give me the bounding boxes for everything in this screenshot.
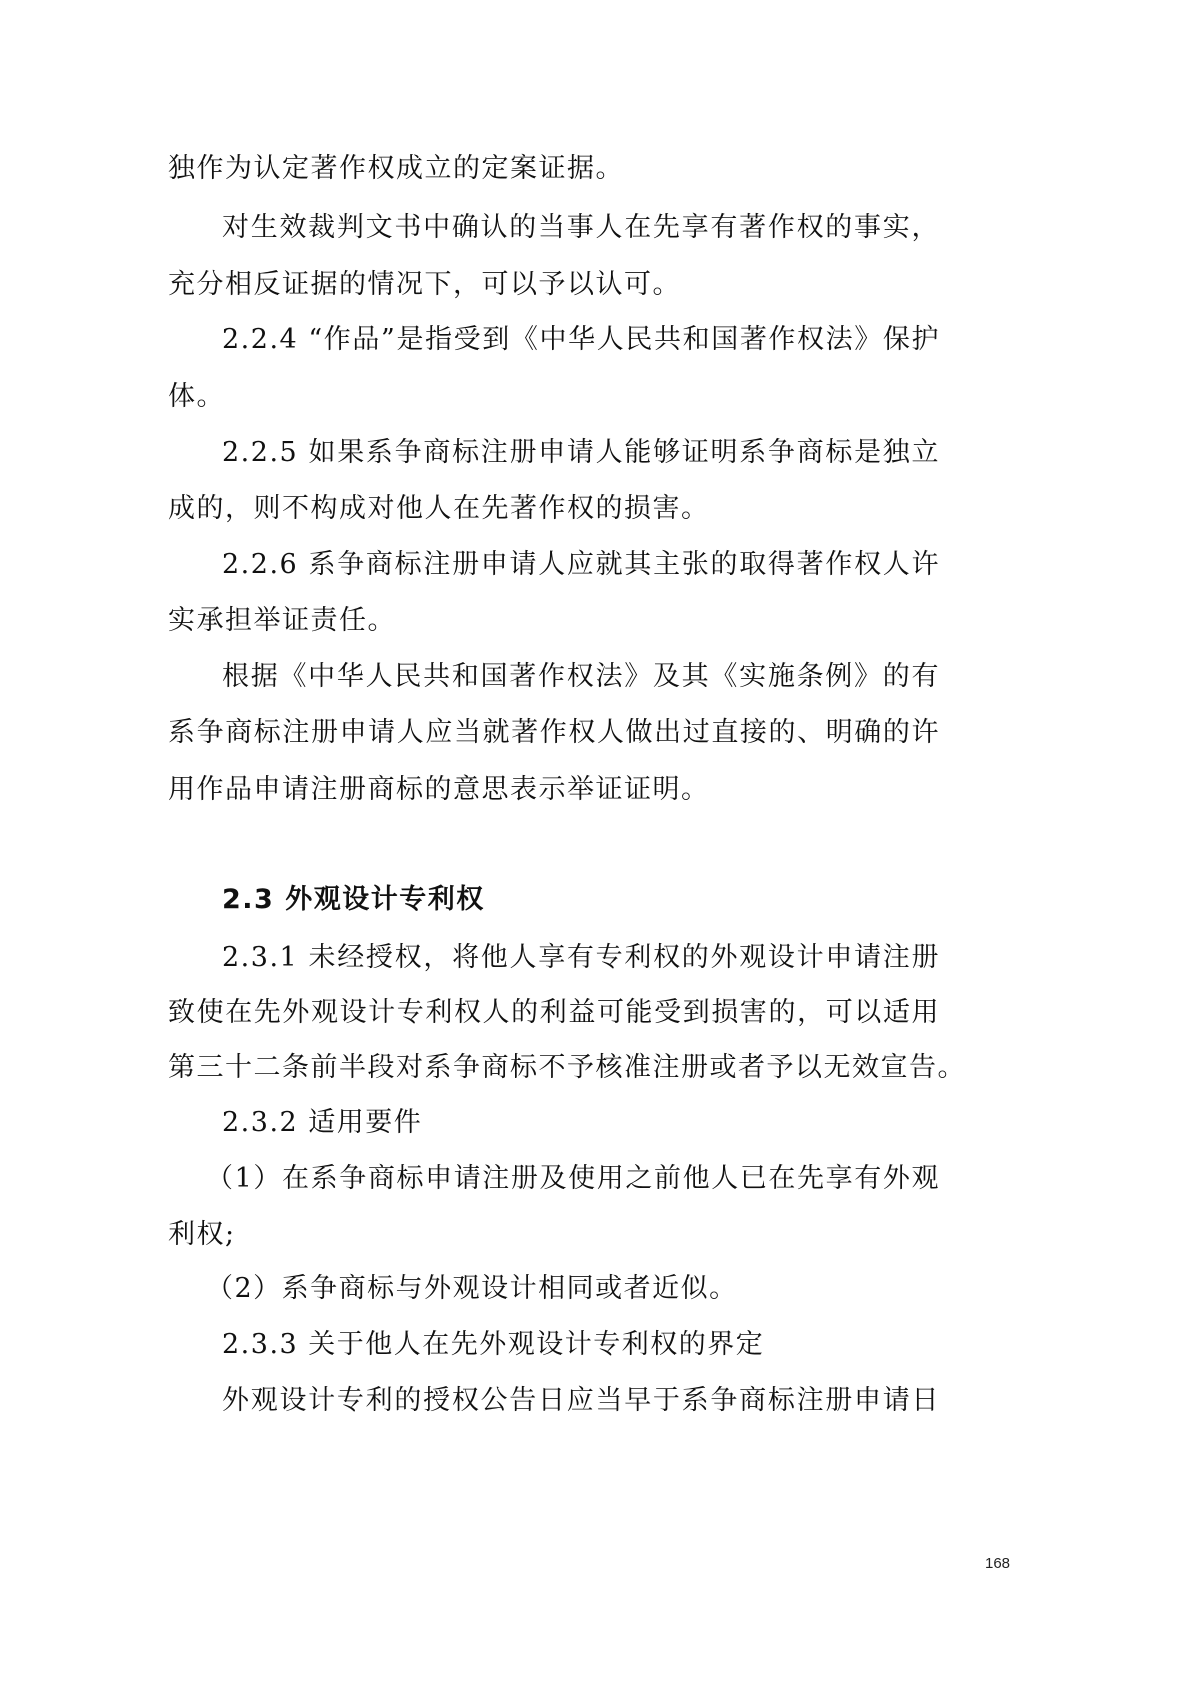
- list-item-line: （1）在系争商标申请注册及使用之前他人已在先享有外观: [206, 1163, 940, 1194]
- paragraph-line: 2.2.4 “作品”是指受到《中华人民共和国著作权法》保护: [222, 324, 940, 355]
- paragraph-line: 系争商标注册申请人应当就著作权人做出过直接的、明确的许: [168, 717, 940, 748]
- list-item-line: （2）系争商标与外观设计相同或者近似。: [206, 1273, 738, 1304]
- paragraph-line: 充分相反证据的情况下，可以予以认可。: [168, 269, 681, 300]
- paragraph-line: 第三十二条前半段对系争商标不予核准注册或者予以无效宣告。: [168, 1052, 966, 1083]
- paragraph-line: 独作为认定著作权成立的定案证据。: [168, 153, 624, 184]
- page-number: 168: [985, 1555, 1011, 1572]
- paragraph-line: 2.3.1 未经授权，将他人享有专利权的外观设计申请注册: [222, 942, 940, 973]
- list-item-line: 利权;: [168, 1219, 236, 1250]
- paragraph-line: 用作品申请注册商标的意思表示举证证明。: [168, 774, 710, 805]
- paragraph-line: 成的，则不构成对他人在先著作权的损害。: [168, 493, 710, 524]
- section-heading: 2.3 外观设计专利权: [222, 884, 485, 915]
- paragraph-line: 外观设计专利的授权公告日应当早于系争商标注册申请日: [222, 1385, 940, 1416]
- paragraph-line: 实承担举证责任。: [168, 605, 396, 636]
- paragraph-line: 致使在先外观设计专利权人的利益可能受到损害的，可以适用: [168, 997, 940, 1028]
- paragraph-line: 2.3.3 关于他人在先外观设计专利权的界定: [222, 1329, 765, 1360]
- paragraph-line: 对生效裁判文书中确认的当事人在先享有著作权的事实，: [222, 212, 940, 243]
- paragraph-line: 体。: [168, 381, 225, 412]
- paragraph-line: 2.3.2 适用要件: [222, 1107, 423, 1138]
- paragraph-line: 2.2.5 如果系争商标注册申请人能够证明系争商标是独立: [222, 437, 940, 468]
- paragraph-line: 2.2.6 系争商标注册申请人应就其主张的取得著作权人许: [222, 549, 940, 580]
- paragraph-line: 根据《中华人民共和国著作权法》及其《实施条例》的有: [222, 661, 940, 692]
